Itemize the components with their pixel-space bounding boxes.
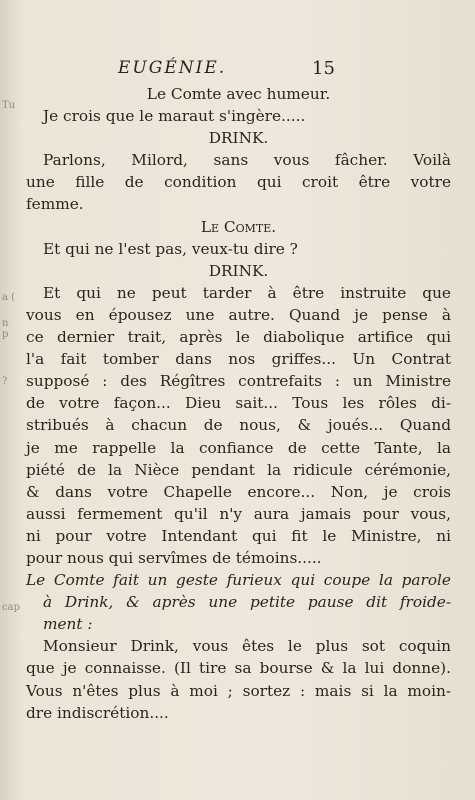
text-line: pour nous qui servîmes de témoins.....: [26, 548, 322, 567]
text-line: stribués à chacun de nous, & joués... Quand: [26, 416, 451, 435]
text-line: supposé : des Régîtres contrefaits : un Ministre: [26, 372, 451, 391]
margin-fragment: a (: [2, 292, 16, 303]
text-line: une fille de condition qui croit être votre: [26, 173, 451, 192]
speaker-heading: Le Comte avec humeur.: [146, 85, 331, 103]
text-line: vous en épousez une autre. Quand je pense à: [26, 305, 451, 324]
text-line: & dans votre Chapelle encore... Non, je crois: [26, 482, 451, 501]
margin-fragment: cap: [2, 602, 20, 613]
text-line: de votre façon... Dieu sait... Tous les rôles di-: [26, 394, 451, 413]
margin-fragment: n p: [2, 318, 9, 340]
text-line: Vous n'êtes plus à moi ; sortez : mais si la moin-: [26, 681, 451, 700]
running-title: EUGÉNIE.: [118, 58, 227, 78]
text-line: aussi fermement qu'il n'y aura jamais pour vous,: [26, 504, 451, 523]
text-line: je me rappelle la confiance de cette Tante, la: [26, 438, 451, 457]
text-line: Je crois que le maraut s'ingère.....: [43, 107, 306, 126]
stage-direction: Le Comte fait un geste furieux qui coupe la parole: [26, 571, 451, 590]
page-number: 15: [312, 58, 335, 79]
text-line: Monsieur Drink, vous êtes le plus sot coquin: [43, 637, 451, 656]
text-line: Et qui ne peut tarder à être instruite que: [43, 283, 451, 302]
margin-fragment: Tu: [2, 100, 16, 111]
speaker-heading: DRINK.: [208, 129, 269, 148]
text-line: Et qui ne l'est pas, veux-tu dire ?: [43, 239, 298, 258]
text-line: l'a fait tomber dans nos griffes... Un Contrat: [26, 350, 451, 369]
body-text: [26, 83, 451, 724]
speaker-heading: DRINK.: [208, 261, 269, 280]
margin-fragment: ?: [2, 376, 8, 387]
text-line: que je connaisse. (Il tire sa bourse & la lui donne).: [26, 659, 451, 678]
stage-direction: ment :: [43, 615, 93, 634]
stage-direction: à Drink, & après une petite pause dit froide-: [43, 593, 451, 612]
text-line: ni pour votre Intendant qui fit le Ministre, ni: [26, 526, 451, 545]
text-line: ce dernier trait, après le diabolique artifice qui: [26, 328, 451, 347]
text-line: femme.: [26, 195, 84, 214]
text-line: piété de la Nièce pendant la ridicule cérémonie,: [26, 460, 451, 479]
speaker-heading: Le Comte.: [200, 217, 277, 236]
text-line: dre indiscrétion....: [26, 703, 169, 722]
page-header: [0, 58, 475, 82]
text-line: Parlons, Milord, sans vous fâcher. Voilà: [43, 151, 451, 170]
